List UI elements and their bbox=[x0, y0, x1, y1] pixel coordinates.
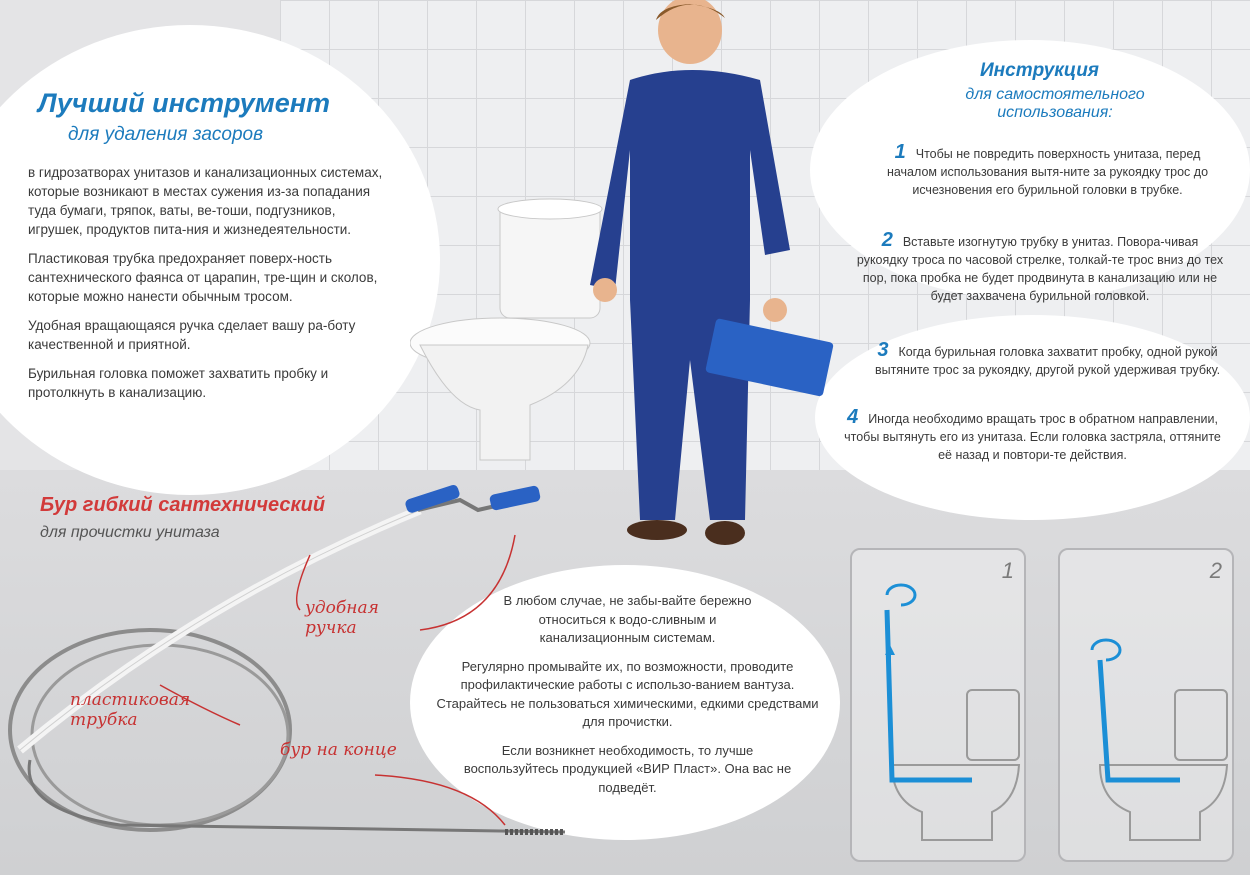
note-paragraph-1: В любом случае, не забы-вайте бережно относиться к водо-сливным и канализационным системам. bbox=[503, 593, 752, 645]
step-text-2: Вставьте изогнутую трубку в унитаз. Повора-чивая рукоядку троса по часовой стрелке, толкай-те трос вниз до тех пор, пока пробка не будет продвинута в канализацию или не будет захвачена бурильной головкой. bbox=[856, 235, 1224, 303]
instruction-step-1 bbox=[870, 143, 1225, 199]
left-paragraph-2: Пластиковая трубка предохраняет поверх-ность сантехнического фаянса от царапин, тре-щин и сколов, которые можно нанести обычным тросом. bbox=[28, 251, 378, 304]
label-drill: бур на конце bbox=[280, 740, 397, 760]
product-subtitle: для прочистки унитаза bbox=[40, 524, 220, 541]
diagram-1-image bbox=[852, 550, 1024, 860]
left-title: Лучший инструмент bbox=[38, 88, 331, 118]
note-paragraph-2: Регулярно промывайте их, по возможности, проводите профилактические работы с использо-ванием вантуза. Старайтесь не пользоваться химическими, едкими средствами для прочистки. bbox=[436, 658, 819, 729]
plumber-image bbox=[560, 0, 850, 560]
left-subtitle: для удаления засоров bbox=[68, 124, 264, 145]
step-number-4: 4 bbox=[847, 406, 859, 428]
diagram-number-2: 2 bbox=[1209, 558, 1222, 583]
note-text bbox=[430, 592, 825, 807]
instruction-title: Инструкция bbox=[980, 60, 1099, 81]
product-title: Бур гибкий сантехнический bbox=[40, 494, 326, 516]
diagram-2-image bbox=[1060, 550, 1232, 860]
left-paragraph-4: Бурильная головка поможет захватить пробку и протолкнуть в канализацию. bbox=[28, 366, 329, 400]
step-text-1: Чтобы не повредить поверхность унитаза, перед началом использования вытя-ните за рукоядку трос до исчезновения его бурильной головки в трубке. bbox=[886, 147, 1209, 197]
left-paragraph-1: в гидрозатворах унитазов и канализационных системах, которые возникают в местах сужения из-за попадания туда бумаги, тряпок, ваты, ве-тоши, подгузников, игрушек, продуктов пита-ния и жизнедеятельности. bbox=[28, 165, 383, 237]
step-number-3: 3 bbox=[877, 339, 889, 361]
step-number-2: 2 bbox=[881, 229, 893, 251]
step-text-3: Когда бурильная головка захватит пробку, одной рукой вытяните трос за рукоядку, другой рукой удерживая трубку. bbox=[874, 345, 1221, 377]
label-handle: удобная ручка bbox=[305, 598, 379, 638]
left-paragraph-3: Удобная вращающаяся ручка сделает вашу ра-боту качественной и приятной. bbox=[28, 318, 356, 352]
step-text-4: Иногда необходимо вращать трос в обратном направлении, чтобы вытянуть его из унитаза. Если головка застряла, оттяните её назад и повтори-те действия. bbox=[844, 412, 1221, 462]
diagram-number-1: 1 bbox=[1001, 558, 1014, 583]
instruction-step-2 bbox=[855, 231, 1225, 305]
instruction-subtitle: для самостоятельного использования: bbox=[965, 86, 1145, 121]
instruction-step-4 bbox=[840, 408, 1225, 464]
instruction-step-3 bbox=[870, 341, 1225, 379]
diagram-panel-1 bbox=[850, 548, 1026, 862]
step-number-1: 1 bbox=[894, 141, 906, 163]
label-tube: пластиковая трубка bbox=[70, 690, 191, 730]
diagram-panel-2 bbox=[1058, 548, 1234, 862]
note-paragraph-3: Если возникнет необходимость, то лучше воспользуйтесь продукцией «ВИР Пласт». Она вас не подведёт. bbox=[463, 742, 792, 795]
left-description bbox=[28, 163, 388, 412]
